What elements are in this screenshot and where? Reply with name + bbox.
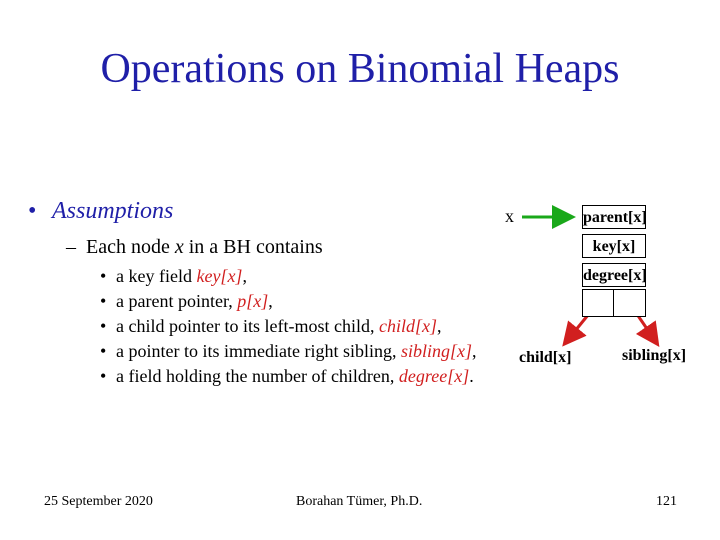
- degree-cell: degree[x]: [582, 263, 646, 287]
- sub-bullet-prefix: Each node: [86, 236, 175, 258]
- sibling-pointer-cell: [613, 289, 646, 317]
- item-punct: ,: [242, 266, 247, 286]
- node-x-label: x: [505, 206, 514, 226]
- child-pointer-cell: [582, 289, 615, 317]
- item-text: a pointer to its immediate right sibling,: [116, 341, 401, 361]
- sub-bullet-var: x: [174, 236, 184, 258]
- item-punct: ,: [436, 316, 442, 336]
- item-punct: ,: [268, 291, 273, 311]
- slide-title: Operations on Binomial Heaps: [100, 46, 620, 92]
- item-text: a parent pointer,: [116, 291, 238, 311]
- footer-author: Borahan Tümer, Ph.D.: [296, 494, 423, 509]
- sibling-label: sibling[x]: [622, 347, 687, 364]
- item-text: a child pointer to its left-most child,: [116, 316, 379, 336]
- sub-bullet-dash: –: [66, 236, 76, 258]
- parent-cell: parent[x]: [582, 205, 646, 229]
- page-number: 121: [656, 494, 677, 509]
- sub-bullet-suffix: in a BH contains: [183, 236, 323, 258]
- item-punct: ,: [471, 341, 477, 361]
- footer-date: 25 September 2020: [44, 494, 153, 509]
- item-field: child[x]: [378, 316, 437, 336]
- bullet-dot: •: [28, 198, 37, 224]
- item-field: p[x]: [237, 291, 269, 311]
- item-field: degree[x]: [398, 366, 470, 386]
- key-cell: key[x]: [582, 234, 646, 258]
- item-punct: .: [469, 366, 474, 386]
- item-field: sibling[x]: [400, 341, 472, 361]
- item-field: key[x]: [196, 266, 243, 286]
- item-text: a key field: [116, 266, 197, 286]
- item-text: a field holding the number of children,: [116, 366, 399, 386]
- child-label: child[x]: [519, 349, 572, 366]
- main-bullet-text: Assumptions: [52, 198, 174, 224]
